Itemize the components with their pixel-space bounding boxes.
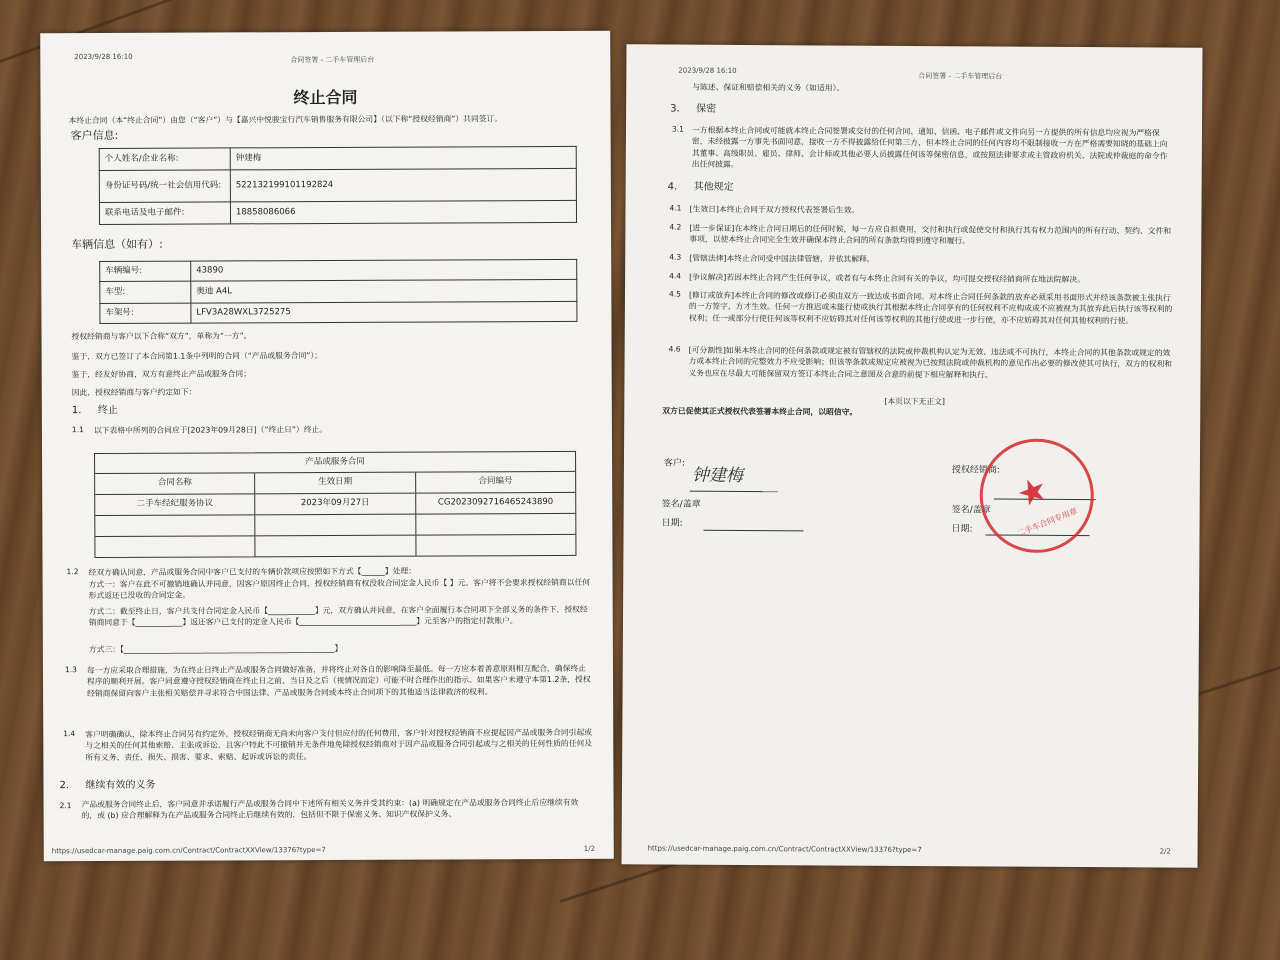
table-row [95, 493, 575, 516]
customer-signature: 钟建梅 [691, 465, 743, 486]
table-label: 车架号: [100, 303, 191, 323]
table-label: 车辆编号: [100, 261, 191, 281]
intro-text: 本终止合同（本“终止合同”）由您（“客户”）与【嘉兴中悦骏宝行汽车销售服务有限公司】（以下称“授权经销商”）共同签订。 [68, 114, 503, 126]
section-title: 保密 [696, 103, 717, 115]
clause-1-2-way-1: 方式一：客户在此不可撤销地确认并同意，因客户原因终止合同，授权经销商有权没收合同定金人民币【 】元。客户将不会要求授权经销商以任何形式返还已没收的合同定金。 [88, 577, 591, 601]
column-header: 合同名称 [95, 474, 255, 495]
vehicle-number: 43890 [191, 259, 577, 281]
table-cell [416, 514, 575, 535]
clause-4-2: [进一步保证]在本终止合同日期后的任何时候，每一方应自担费用，交付和执行或促使交付和执行其有权力范围内的所有行动、契约、文件和事项，以使本终止合同完全生效并确保本终止合同的所有条款均得到遵守和履行。 [689, 223, 1172, 246]
vehicle-heading: 车辆信息（如有）: [71, 237, 163, 252]
no-text-note: [本页以下无正文] [884, 396, 946, 407]
clause-number: 1.4 [63, 729, 76, 739]
table-label: 车型: [100, 281, 191, 303]
clause-1-2-way-2: 方式二：截至终止日，客户共支付合同定金人民币【____________】元，双方确认并同意，在客户全面履行本合同项下全部义务的条件下，授权经销商同意于【____________】返还客户已支付的定金人民币【______________________________】元至客户的指定付款账户。 [88, 604, 588, 628]
vehicle-vin: LFV3A28WXL3725275 [191, 301, 577, 323]
customer-date-label: 日期: [661, 518, 683, 529]
clause-number: 1.1 [71, 425, 84, 435]
clause-4-4: [争议解决]若因本终止合同产生任何争议，或者有与本终止合同有关的争议，均可提交授权经销商所在地法院解决。 [689, 272, 1086, 285]
column-header: 生效日期 [255, 473, 415, 494]
clause-4-3: [管辖法律]本终止合同受中国法律管辖，并依其解释。 [689, 253, 875, 264]
dealer-sign-label: 签名/盖章 [951, 505, 991, 516]
table-cell: 二手车经纪服务协议 [95, 495, 255, 516]
table-cell [256, 536, 416, 557]
clause-1-2: 经双方确认同意，产品或服务合同中客户已支付的车辆价款项应按照如下方式【______】处理： [88, 566, 417, 578]
table-row-empty [95, 535, 575, 557]
footer-page-number: 2/2 [1159, 847, 1171, 856]
section-number: 3. [670, 103, 680, 115]
header-site: 合同签署 - 二手车管理后台 [918, 72, 1003, 81]
section-number: 4. [667, 181, 678, 193]
section-title: 继续有效的义务 [85, 779, 156, 792]
column-header: 合同编号 [478, 476, 513, 487]
clause-1-3: 每一方应采取合理措施，为在终止日终止产品或服务合同做好准备，并将终止对各自的影响降至最低。每一方应本着善意原则相互配合，确保终止程序的顺利开展。客户同意遵守授权经销商在终止日之前、当日及之后（视情况而定）可能不时合理作出的指示。如果客户未遵守本第1.2条，授权经销商保留向客户主张相关赔偿并寻求符合中国法律、产品或服务合同或本终止合同项下的其他适当法律救济的权利。 [86, 663, 591, 698]
table-cell [256, 515, 416, 536]
clause-2-1: 产品或服务合同终止后，客户同意并承诺履行产品或服务合同中下述所有相关义务并受其约束：(a) 明确规定在产品或服务合同终止后应继续有效的，或 (b) 应合理解释为在产品或服务合同终止后继续有效的，包括但不限于保密义务、知识产权保护义务、 [81, 797, 579, 821]
clause-1-2-way-3: 方式三：【______________________________________________________】 [88, 643, 343, 655]
header-date: 2023/9/28 16:10 [74, 52, 133, 62]
table-cell [95, 516, 255, 537]
table-label: 身份证号码/统一社会信用代码: [99, 170, 230, 203]
clause-4-5: [修订或放弃]本终止合同的修改或修订必须由双方一致达成书面合同。对本终止合同任何条款的放弃必须采用书面形式并经该条款被主张执行的一方签字，方才生效。任何一方推迟或未能行使或执行其根据本终止合同享有的任何权利不应构成或不应被视为其放弃此后执行该等权利的权利；任一或部分行使任何该等权利不应妨碍其对任何该等权利的其他行使或进一步行使，亦不应妨碍其对任何其他权利的行使。 [688, 290, 1173, 325]
table-cell [416, 535, 575, 556]
table-cell: CG2023092716465243890 [437, 497, 554, 508]
contract-page-1 [40, 31, 614, 861]
contract-list-table [94, 451, 576, 559]
customer-label: 客户: [663, 458, 686, 469]
contract-page-2 [622, 44, 1203, 868]
clause-number: 1.2 [66, 567, 79, 577]
clause-4-6: [可分割性]如果本终止合同的任何条款或规定被有管辖权的法院或仲裁机构认定为无效、违法或不可执行，本终止合同的其他条款或规定的效力或本终止合同的完整效力不应受影响；但该等条款或规定应被视为已按照法院或仲裁机构的意见作出必要的修改使其可执行，双方的权利和义务也应在尽最大可能保留双方签订本终止合同之意图及合意的前提下相应解释和执行。 [688, 345, 1172, 380]
dealer-label: 授权经销商: [951, 465, 1000, 476]
clause-number: 4.2 [669, 222, 682, 232]
customer-sign-label: 签名/盖章 [661, 499, 701, 510]
section-title: 终止 [97, 404, 118, 416]
footer-url: https://usedcar-manage.paig.com.cn/Contract/ContractXXView/13376?type=7 [647, 844, 922, 855]
company-seal [963, 422, 1111, 570]
customer-id-number: 522132199101192824 [230, 168, 576, 202]
dealer-date-label: 日期: [951, 524, 973, 535]
witness-text: 双方已促使其正式授权代表签署本终止合同，以昭信守。 [662, 406, 858, 417]
clause-number: 4.3 [669, 252, 682, 262]
section-number: 2. [59, 780, 70, 792]
star-icon: ★ [1010, 467, 1054, 517]
customer-heading: 客户信息: [70, 128, 119, 143]
table-cell [95, 537, 255, 558]
continued-text: 与陈述、保证和赔偿相关的义务（如适用）。 [692, 82, 845, 93]
whereas-2: 鉴于，经友好协商，双方有意终止产品或服务合同； [71, 369, 252, 380]
whereas-1: 鉴于，双方已签订了本合同第1.1条中列明的合同（“产品或服务合同”）； [71, 351, 323, 362]
clause-number: 4.5 [668, 289, 681, 299]
table-label: 个人姓名/企业名称: [99, 148, 230, 171]
customer-phone: 18858086066 [230, 200, 576, 224]
section-title: 其他规定 [693, 181, 734, 193]
table-row-empty [95, 514, 575, 537]
clause-number: 3.1 [671, 124, 684, 134]
clause-number: 4.6 [668, 344, 681, 354]
date-line [704, 530, 804, 532]
clause-1-1: 以下表格中所列的合同应于[2023年09月28日]（“终止日”）终止。 [93, 424, 328, 436]
vehicle-model: 奥迪 A4L [191, 279, 577, 303]
clause-number: 4.1 [669, 203, 682, 213]
page-title: 终止合同 [293, 87, 358, 108]
therefore-text: 因此，授权经销商与客户约定如下： [71, 387, 197, 398]
clause-1-4: 客户明确确认，除本终止合同另有约定外，授权经销商无尚未向客户支付但应付的任何费用，客户针对授权经销商不应提起因产品或服务合同引起或与之相关的任何其他索赔、主张或诉讼，且客户特此不可撤销并无条件地免除授权经销商对于因产品或服务合同引起或与之相关的任何性质的任何及所有义务、责任、损失、损害、要求、索赔、起诉或诉讼的责任。 [85, 727, 593, 762]
clause-4-1: [生效日]本终止合同于双方授权代表签署后生效。 [689, 204, 860, 215]
footer-page-number: 1/2 [583, 844, 596, 853]
contract-table-caption: 产品或服务合同 [95, 452, 575, 475]
customer-name: 钟建梅 [230, 146, 576, 170]
footer-url: https://usedcar-manage.paig.com.cn/Contract/ContractXXView/13376?type=7 [51, 846, 326, 856]
table-label: 联系电话及电子邮件: [99, 202, 230, 225]
customer-info-table [99, 146, 577, 225]
signature-line [690, 491, 778, 493]
vehicle-info-table [99, 259, 577, 324]
clause-number: 1.3 [64, 665, 77, 675]
section-number: 1. [71, 405, 82, 417]
parties-text: 授权经销商与客户以下合称“双方”，单称为“一方”。 [71, 331, 252, 342]
clause-number: 4.4 [669, 271, 682, 281]
clause-3-1: 一方根据本终止合同或可能就本终止合同签署或交付的任何合同、通知、信函、电子邮件或文件向另一方提供的所有信息均应视为严格保密，未经披露一方事先书面同意，接收一方不得披露给任何第三方，但本终止合同的任何内容均不限制接收一方在严格需要知晓的基础上向其董事、高级职员、雇员、律师、会计师或其他必要人员披露任何该等保密信息，或按照法律要求或主管政府机关、法院或仲裁庭的命令作出任何披露。 [691, 125, 1168, 169]
seal-text: 二手车合同专用章 [1015, 506, 1079, 539]
table-cell: 2023年09月27日 [256, 494, 416, 515]
header-site: 合同签署 - 二手车管理后台 [290, 55, 375, 65]
table-header-row [95, 472, 575, 495]
clause-number: 2.1 [59, 801, 72, 811]
header-date: 2023/9/28 16:10 [678, 66, 737, 75]
